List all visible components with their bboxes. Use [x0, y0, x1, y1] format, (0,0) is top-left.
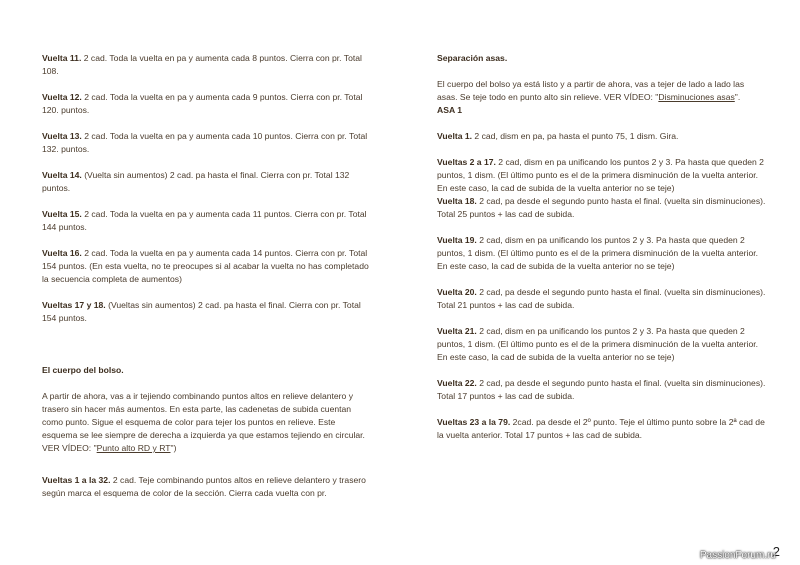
- watermark: PassionForum.ru: [699, 550, 776, 561]
- row-text: (Vueltas sin aumentos) 2 cad. pa hasta el final. Cierra con pr. Total 154 puntos.: [42, 300, 361, 323]
- row-label: Vueltas 2 a 17.: [437, 157, 496, 167]
- row-vuelta-16: [42, 247, 372, 286]
- row-text: 2 cad, dism en pa unificando los puntos 2 y 3. Pa hasta que queden 2 puntos, 1 dism. (El último punto es el de la primera disminución de la vuelta anterior. En este caso, la cad de subida de la vuelta anterior no se teje): [437, 326, 758, 362]
- video-close: ".: [734, 92, 741, 102]
- row-vuelta-19: [437, 234, 767, 273]
- video-link-disminuciones[interactable]: Disminuciones asas: [658, 92, 735, 102]
- row-text: 2 cad. Toda la vuelta en pa y aumenta cada 10 puntos. Cierra con pr. Total 132. puntos.: [42, 131, 368, 154]
- row-text: 2 cad. Toda la vuelta en pa y aumenta cada 14 puntos. Cierra con pr. Total 154 puntos. (En esta vuelta, no te preocupes si al acabar la vuelta no has completado la secuencia completa de aumentos): [42, 248, 369, 284]
- row-text: 2 cad, dism en pa unificando los puntos 2 y 3. Pa hasta que queden 2 puntos, 1 dism. (El último punto es el de la primera disminución de la vuelta anterior. En este caso, la cad de subida de la vuelta anterior no se teje): [437, 157, 764, 193]
- row-vuelta-11: [42, 52, 372, 78]
- row-label: Vuelta 14.: [42, 170, 82, 180]
- row-label: Vuelta 18.: [437, 196, 477, 206]
- row-label: Vuelta 20.: [437, 287, 477, 297]
- subtitle-asa-1: ASA 1: [437, 105, 462, 115]
- row-label: Vuelta 13.: [42, 131, 82, 141]
- cuerpo-intro: [42, 390, 372, 455]
- section-title-cuerpo: El cuerpo del bolso.: [42, 365, 124, 375]
- row-text: 2 cad. Toda la vuelta en pa y aumenta cada 9 puntos. Cierra con pr. Total 120. puntos.: [42, 92, 363, 115]
- row-label: Vuelta 16.: [42, 248, 82, 258]
- section-title-separacion: Separación asas.: [437, 53, 508, 63]
- row-label: Vuelta 11.: [42, 53, 82, 63]
- video-link-punto-alto[interactable]: Punto alto RD y RT: [96, 443, 171, 453]
- row-text: 2cad. pa desde el 2º punto. Teje el último punto sobre la 2ª cad de la vuelta anterior. Total 17 puntos + las cad de subida.: [437, 417, 765, 440]
- row-vuelta-1: [437, 130, 767, 143]
- row-label: Vuelta 19.: [437, 235, 477, 245]
- row-vuelta-13: [42, 130, 372, 156]
- right-column: [437, 52, 767, 455]
- row-vuelta-14: [42, 169, 372, 195]
- row-text: 2 cad. Teje combinando puntos altos en relieve delantero y trasero según marca el esquema de color de la sección. Cierra cada vuelta con pr.: [42, 475, 366, 498]
- row-vuelta-12: [42, 91, 372, 117]
- video-close: "): [170, 443, 177, 453]
- row-label: Vueltas 17 y 18.: [42, 300, 106, 310]
- row-label: Vueltas 1 a la 32.: [42, 475, 111, 485]
- row-text: 2 cad. Toda la vuelta en pa y aumenta cada 11 puntos. Cierra con pr. Total 144 puntos.: [42, 209, 367, 232]
- separacion-intro: [437, 78, 767, 104]
- row-text: 2 cad. Toda la vuelta en pa y aumenta cada 8 puntos. Cierra con pr. Total 108.: [42, 53, 362, 76]
- page-number: 2: [772, 544, 780, 559]
- row-vueltas-23-79: [437, 416, 767, 442]
- row-vuelta-20: [437, 286, 767, 312]
- row-text: 2 cad, dism en pa, pa hasta el punto 75, 1 dism. Gira.: [472, 131, 679, 141]
- row-label: Vuelta 12.: [42, 92, 82, 102]
- intro-text: El cuerpo del bolso ya está listo y a partir de ahora, vas a tejer de lado a lado las asas. Se teje todo en punto alto sin relieve. VER VÍDEO: ": [437, 79, 745, 102]
- row-vuelta-22: [437, 377, 767, 403]
- row-vueltas-1-32: [42, 474, 372, 500]
- row-vuelta-15: [42, 208, 372, 234]
- row-text: 2 cad, pa desde el segundo punto hasta el final. (vuelta sin disminuciones). Total 21 puntos + las cad de subida.: [437, 287, 766, 310]
- row-vueltas-17-18: [42, 299, 372, 325]
- row-text: (Vuelta sin aumentos) 2 cad. pa hasta el final. Cierra con pr. Total 132 puntos.: [42, 170, 350, 193]
- row-vuelta-18: [437, 195, 767, 221]
- row-label: Vueltas 23 a la 79.: [437, 417, 511, 427]
- left-column: [42, 52, 372, 513]
- row-text: 2 cad, pa desde el segundo punto hasta el final. (vuelta sin disminuciones). Total 25 puntos + las cad de subida.: [437, 196, 766, 219]
- row-text: 2 cad, dism en pa unificando los puntos 2 y 3. Pa hasta que queden 2 puntos, 1 dism. (El último punto es el de la primera disminución de la vuelta anterior. En este caso, la cad de subida de la vuelta anterior no se teje): [437, 235, 758, 271]
- row-label: Vuelta 15.: [42, 209, 82, 219]
- row-vuelta-21: [437, 325, 767, 364]
- row-label: Vuelta 22.: [437, 378, 477, 388]
- row-label: Vuelta 1.: [437, 131, 473, 141]
- intro-text: A partir de ahora, vas a ir tejiendo combinando puntos altos en relieve delantero y trasero sin hacer más aumentos. En esta parte, las cadenetas de subida cuentan como punto. Sigue el esquema de color para tejer los puntos en relieve. Este esquema se lee siempre de derecha a izquierda ya que estamos tejiendo en circular. VER VÍDEO: ": [42, 391, 365, 453]
- row-vueltas-2-17: [437, 156, 767, 195]
- row-label: Vuelta 21.: [437, 326, 477, 336]
- row-text: 2 cad, pa desde el segundo punto hasta el final. (vuelta sin disminuciones). Total 17 puntos + las cad de subida.: [437, 378, 766, 401]
